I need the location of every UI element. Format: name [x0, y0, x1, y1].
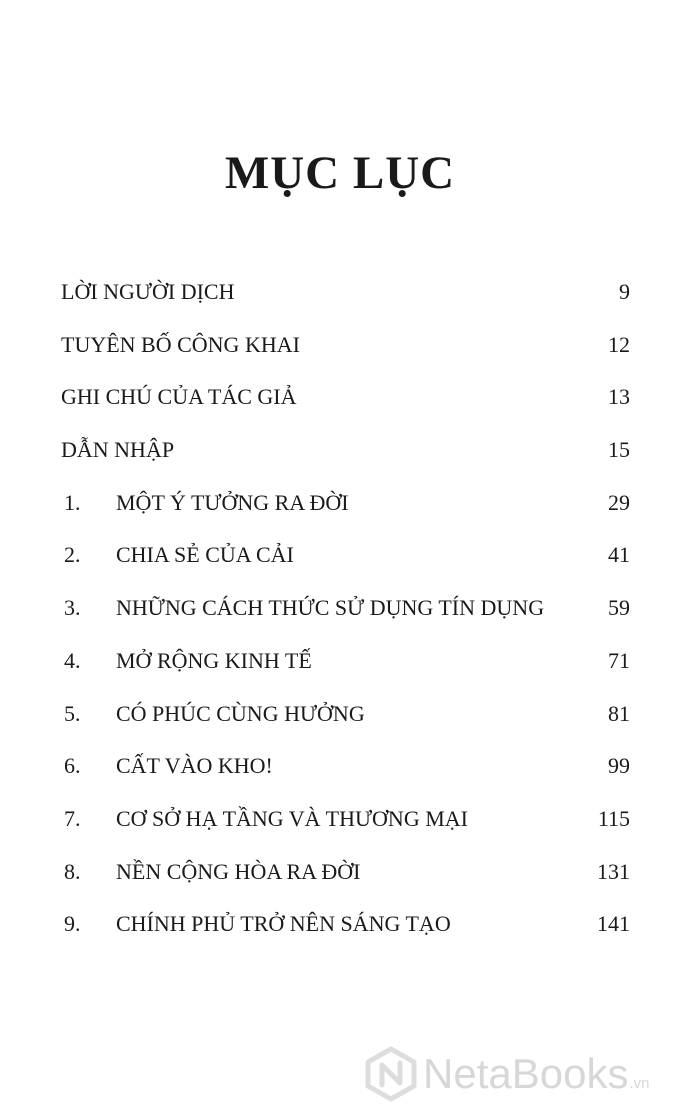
toc-entry — [61, 898, 630, 951]
watermark-suffix: .vn — [629, 1075, 650, 1092]
toc-entry-number: 4. — [64, 647, 81, 673]
toc-entry — [61, 688, 630, 741]
toc-entry — [61, 529, 630, 582]
toc-entry-page: 29 — [608, 489, 630, 515]
toc-entry-number: 9. — [64, 911, 81, 937]
toc-entry-number: 3. — [64, 595, 81, 621]
toc-entry-page: 13 — [608, 384, 630, 410]
toc-entry-page: 15 — [608, 437, 630, 463]
toc-entry-number: 5. — [64, 700, 81, 726]
toc-entry — [61, 635, 630, 688]
toc-entry-title: MỞ RỘNG KINH TẾ — [116, 647, 312, 673]
toc-entry-title: CƠ SỞ HẠ TẦNG VÀ THƯƠNG MẠI — [116, 805, 468, 831]
toc-entry-title: CHÍNH PHỦ TRỞ NÊN SÁNG TẠO — [116, 911, 451, 937]
toc-entry-title: CHIA SẺ CỦA CẢI — [116, 542, 294, 568]
toc-entry — [61, 582, 630, 635]
watermark — [365, 1044, 649, 1104]
toc-entry-page: 41 — [608, 542, 630, 568]
toc-entry-number: 8. — [64, 858, 81, 884]
toc-entry-page: 99 — [608, 753, 630, 779]
watermark-text: NetaBooks — [423, 1050, 629, 1097]
toc-entry-page: 12 — [608, 331, 630, 357]
toc-entry-title: NHỮNG CÁCH THỨC SỬ DỤNG TÍN DỤNG — [116, 595, 545, 621]
toc-entry — [61, 371, 630, 424]
toc-entry-page: 131 — [597, 858, 630, 884]
toc-entry-number: 2. — [64, 542, 81, 568]
toc-entry-title: CẤT VÀO KHO! — [116, 753, 273, 779]
page-title: MỤC LỤC — [224, 147, 456, 199]
toc-entry — [61, 846, 630, 899]
toc-entry-title: NỀN CỘNG HÒA RA ĐỜI — [116, 858, 361, 884]
toc-entry — [61, 740, 630, 793]
toc-entry-page: 59 — [608, 595, 630, 621]
toc-entry — [61, 319, 630, 372]
toc-entry-title: GHI CHÚ CỦA TÁC GIẢ — [61, 384, 297, 410]
toc-entry-title: CÓ PHÚC CÙNG HƯỞNG — [116, 700, 365, 726]
toc-entry-page: 9 — [619, 279, 630, 304]
toc-entry — [61, 266, 630, 319]
toc-entry-title: TUYÊN BỐ CÔNG KHAI — [61, 331, 300, 357]
toc-entry-page: 81 — [608, 700, 630, 726]
toc-entry — [61, 424, 630, 477]
toc-entry — [61, 793, 630, 846]
toc-entry-page: 141 — [597, 911, 630, 937]
toc-entry — [61, 477, 630, 530]
toc-entry-title: DẪN NHẬP — [61, 437, 175, 463]
toc-entry-number: 6. — [64, 753, 81, 779]
toc-entry-title: MỘT Ý TƯỞNG RA ĐỜI — [116, 489, 349, 515]
toc-entry-number: 1. — [64, 489, 81, 515]
toc-entry-page: 71 — [608, 647, 630, 673]
toc-entry-page: 115 — [597, 805, 630, 831]
netabooks-logo-icon — [365, 1046, 417, 1102]
table-of-contents — [61, 266, 630, 951]
toc-entry-number: 7. — [64, 805, 81, 831]
toc-entry-title: LỜI NGƯỜI DỊCH — [61, 279, 235, 304]
